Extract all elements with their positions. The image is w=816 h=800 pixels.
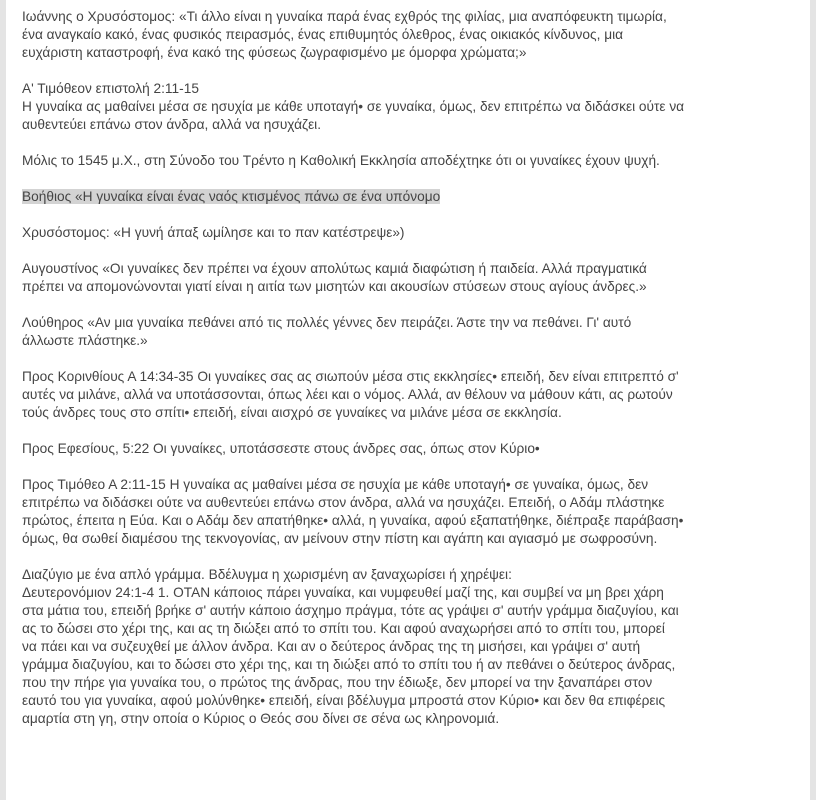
text-line: Προς Τιμόθεο Α 2:11-15 Η γυναίκα ας μαθαίνει μέσα σε ησυχία με κάθε υποταγή• σε γυναίκα, όμως, δεν bbox=[22, 477, 649, 492]
text-line: όμως, θα σωθεί διαμέσου της τεκνογονίας, αν μείνουν στην πίστη και αγάπη και αγιασμό με σωφροσύνη. bbox=[22, 531, 658, 546]
text-line: επιτρέπω να διδάσκει ούτε να αυθεντεύει επάνω στον άνδρα, αλλά να ησυχάζει. Επειδή, ο Αδάμ πλάστηκε bbox=[22, 495, 665, 510]
text-line: Α' Τιμόθεον επιστολή 2:11-15 bbox=[22, 81, 199, 96]
text-line: που την πήρε για γυναίκα του, ο πρώτος της άνδρας, που την έδιωξε, δεν μπορεί να την ξαναπάρει στον bbox=[22, 675, 653, 690]
text-line: Η γυναίκα ας μαθαίνει μέσα σε ησυχία με κάθε υποταγή• σε γυναίκα, όμως, δεν επιτρέπω να διδάσκει ούτε να bbox=[22, 99, 685, 114]
text-line: αυτές να μιλάνε, αλλά να υποτάσσονται, όπως λέει και ο νόμος. Αλλά, αν θέλουν να μάθουν κάτι, ας ρωτούν bbox=[22, 387, 673, 402]
paragraph bbox=[22, 224, 792, 242]
right-margin-bar bbox=[810, 0, 816, 800]
text-line: Αυγουστίνος «Οι γυναίκες δεν πρέπει να έχουν απολύτως καμιά διαφώτιση ή παιδεία. Αλλά πραγματικά bbox=[22, 261, 647, 276]
paragraph bbox=[22, 314, 792, 350]
text-line: ένα αναγκαίο κακό, ένας φυσικός πειρασμός, ένας επιθυμητός όλεθρος, ένας οικιακός κίνδυνος, μια bbox=[22, 27, 624, 42]
highlighted-text: Βοήθιος «Η γυναίκα είναι ένας ναός κτισμένος πάνω σε ένα υπόνομο bbox=[22, 189, 441, 204]
text-line: άλλωστε πλάστηκε.» bbox=[22, 333, 148, 348]
paragraph bbox=[22, 8, 792, 62]
text-line: Προς Κορινθίους Α 14:34-35 Οι γυναίκες σας ας σιωπούν μέσα στις εκκλησίες• επειδή, δεν είναι επιτρεπτό σ' bbox=[22, 369, 679, 384]
text-line: να πάει και να συζευχθεί με άλλον άνδρα. Και αν ο δεύτερος άνδρας της τη μισήσει, και γράψει σ' αυτή bbox=[22, 639, 641, 654]
text-line: Χρυσόστομος: «Η γυνή άπαξ ωμίλησε και το παν κατέστρεψε») bbox=[22, 225, 405, 240]
document-body bbox=[22, 8, 792, 746]
left-margin-bar bbox=[0, 0, 6, 800]
paragraph bbox=[22, 476, 792, 548]
text-line: Δευτερονόμιον 24:1-4 1. ΟΤΑΝ κάποιος πάρει γυναίκα, και νυμφευθεί μαζί της, και συμβεί να μη βρει χάρη bbox=[22, 585, 664, 600]
paragraph bbox=[22, 440, 792, 458]
text-line: τούς άνδρες τους στο σπίτι• επειδή, είναι αισχρό σε γυναίκες να μιλάνε μέσα σε εκκλησία. bbox=[22, 405, 562, 420]
text-line: ευχάριστη καταστροφή, ένα κακό της φύσεως ζωγραφισμένο με όμορφα χρώματα;» bbox=[22, 45, 527, 60]
text-line: Ιωάννης ο Χρυσόστομος: «Τι άλλο είναι η γυναίκα παρά ένας εχθρός της φιλίας, μια αναπόφευκτη τιμωρία, bbox=[22, 9, 667, 24]
text-line: Διαζύγιο με ένα απλό γράμμα. Βδέλυγμα η χωρισμένη αν ξαναχωρίσει ή χηρέψει: bbox=[22, 567, 512, 582]
text-line: Λούθηρος «Αν μια γυναίκα πεθάνει από τις πολλές γέννες δεν πειράζει. Άστε την να πεθάνει. Γι' αυτό bbox=[22, 315, 632, 330]
text-line: στα μάτια του, επειδή βρήκε σ' αυτήν κάποιο άσχημο πράγμα, τότε ας γράψει σ' αυτήν γράμμα διαζυγίου, και bbox=[22, 603, 679, 618]
text-line: Μόλις το 1545 μ.Χ., στη Σύνοδο του Τρέντο η Καθολική Εκκλησία αποδέχτηκε ότι οι γυναίκες έχουν ψυχή. bbox=[22, 153, 660, 168]
text-line: γράμμα διαζυγίου, και το δώσει στο χέρι της, και τη διώξει από το σπίτι του ή αν πεθάνει ο δεύτερος άνδρας, bbox=[22, 657, 676, 672]
text-line: πρώτος, έπειτα η Εύα. Και ο Αδάμ δεν απατήθηκε• αλλά, η γυναίκα, αφού εξαπατήθηκε, διέπραξε παράβαση• bbox=[22, 513, 684, 528]
paragraph bbox=[22, 80, 792, 134]
text-line: Προς Εφεσίους, 5:22 Οι γυναίκες, υποτάσσεστε στους άνδρες σας, όπως στον Κύριο• bbox=[22, 441, 540, 456]
text-line: πρέπει να απομονώνονται γιατί είναι η αιτία των μισητών και ακουσίων στύσεων στους αγίους άνδρες.» bbox=[22, 279, 647, 294]
text-line: αμαρτία στη γη, στην οποία ο Κύριος ο Θεός σου δίνει σε σένα ως κληρονομιά. bbox=[22, 711, 500, 726]
text-line bbox=[22, 188, 792, 206]
text-line: ας το δώσει στο χέρι της, και ας τη διώξει από το σπίτι του. Και αφού αναχωρήσει από το σπίτι του, μπορεί bbox=[22, 621, 665, 636]
paragraph bbox=[22, 152, 792, 170]
paragraph bbox=[22, 188, 792, 206]
text-line: εαυτό του για γυναίκα, αφού μολύνθηκε• επειδή, είναι βδέλυγμα μπροστά στον Κύριο• και δεν θα επιφέρεις bbox=[22, 693, 666, 708]
paragraph bbox=[22, 566, 792, 728]
text-line: αυθεντεύει επάνω στον άνδρα, αλλά να ησυχάζει. bbox=[22, 117, 322, 132]
paragraph bbox=[22, 260, 792, 296]
paragraph bbox=[22, 368, 792, 422]
